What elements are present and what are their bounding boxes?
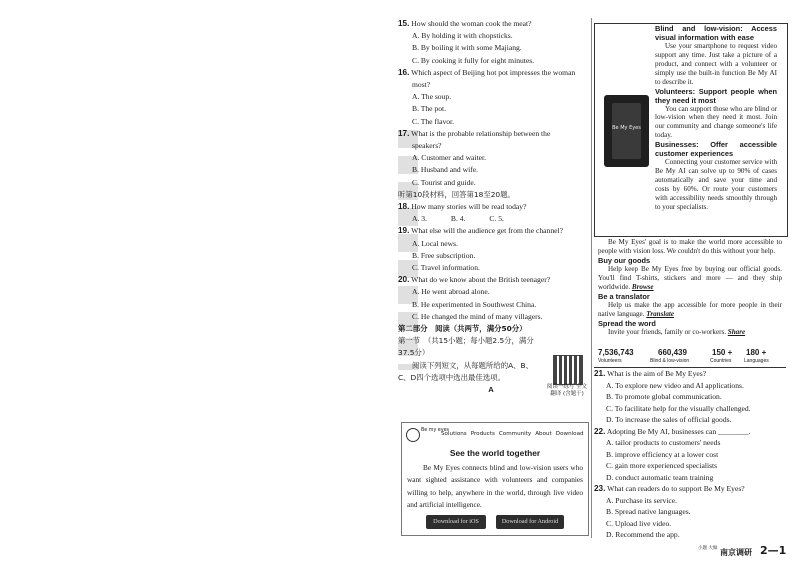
browse-link[interactable]: Browse bbox=[631, 283, 654, 291]
para-businesses: Connecting your customer service with Be My AI can solve up to 90% of cases automatically and save your time and costs by 60%. Or route your customers with accessibility needs smoothly through to your specialists. bbox=[655, 158, 777, 211]
left-column: 15. How should the woman cook the meat? A. By holding it with chopsticks. B. By boiling it with some Majiang. C. By cooking it fully for eight minutes. 16. Which aspect of Beijing hot pot impresses the woman most? A. The soup. B. The pot. C. The flavor. 17. What is the probable relationship between the speakers? A. Customer and waiter. B. Husband and wife. C. Tourist and guide. 听第10段材料，回答第18至20题。 18. How many stories will be read today? A. 3. B. 4. C. 5. 19. What else will the audience get from the channel? A. Local news. B. Free subscription. C. Travel information. 20. What do we know about the British teenager? A. He went abroad alone. B. He experimented in Southwest China. C. He changed the mind of many villagers. 第二部分 阅读（共两节，满分50分） 第一节 （共15小题；每小题2.5分，满分37.5分） 阅读下列短文，从每题所给的A、B、 C、D四个选项中选出最佳选项。 A bbox=[398, 18, 588, 396]
option: C. gain more experienced specialists bbox=[606, 461, 718, 470]
question-15: 15. How should the woman cook the meat? bbox=[398, 19, 532, 28]
eye-logo-icon bbox=[406, 428, 420, 442]
nav-products[interactable]: Products bbox=[470, 431, 495, 437]
instruction-18-20: 听第10段材料，回答第18至20题。 bbox=[398, 189, 515, 199]
question-17: 17. What is the probable relationship between the bbox=[398, 128, 551, 138]
option: D. To increase the sales of official goods. bbox=[606, 415, 732, 424]
section1-instruction-2: C、D四个选项中选出最佳选项。 bbox=[398, 372, 505, 382]
footer-brand: 南京调研 bbox=[720, 548, 752, 557]
heading-translator: Be a translator bbox=[598, 292, 650, 301]
site-body: Be My Eyes connects blind and low-vision users who want sighted assistance with volunteers and companies willing to help, anywhere in the world, through live video and artificial intelligence. bbox=[407, 463, 583, 510]
option: A. He went abroad alone. bbox=[412, 287, 490, 297]
phone-image bbox=[604, 95, 649, 167]
qr-code[interactable] bbox=[553, 355, 583, 385]
option: C. Tourist and guide. bbox=[412, 177, 476, 187]
question-20: 20. What do we know about the British teenager? bbox=[398, 275, 551, 285]
support-section: Be My Eyes' goal is to make the world more accessible to people with vision loss. We couldn't do this without your help. Buy our goods Help keep Be My Eyes free by buying our official goods. You'll find T-shirts, stickers and more — and they ship worldwide. Browse Be a translator Help us make the app accessible for more people in their native language. Translate Spread the word Invite your friends, family or co-workers. Share bbox=[598, 238, 782, 336]
options-inline: A. 3. B. 4. C. 5. bbox=[412, 214, 504, 224]
option: B. Spread native languages. bbox=[606, 507, 691, 516]
heading-volunteers: Volunteers: Support people when they need it most bbox=[655, 86, 777, 105]
option: A. To explore new video and AI applications. bbox=[606, 380, 744, 390]
option: A. The soup. bbox=[412, 92, 452, 102]
option: B. improve efficiency at a lower cost bbox=[606, 449, 719, 459]
website-screenshot bbox=[401, 422, 589, 536]
heading-buy: Buy our goods bbox=[598, 256, 651, 265]
option: D. Recommend the app. bbox=[606, 530, 680, 539]
para-blind: Use your smartphone to request video support any time. Just take a picture of a product, and connect with a volunteer or simply use the built-in function Be My AI to describe it. bbox=[655, 42, 777, 86]
qr-caption: 阅读一练写 全文翻译 (含题干) bbox=[546, 384, 588, 397]
question-16: 16. Which aspect of Beijing hot pot impresses the woman bbox=[398, 67, 576, 77]
stat-countries: 150 + bbox=[712, 348, 733, 357]
option: B. To promote global communication. bbox=[606, 392, 722, 401]
stats-row: 7,536,743 Volunteers 660,439 Blind & low-vision 150 + Countries 180 + Languages bbox=[598, 348, 769, 364]
stat-languages: 180 + bbox=[746, 348, 767, 357]
option: B. He experimented in Southwest China. bbox=[412, 299, 537, 309]
para-volunteers: You can support those who are blind or low-vision when they need it most. Join our community and change someone's life today. bbox=[655, 104, 777, 140]
option: C. Upload live video. bbox=[606, 518, 672, 528]
heading-spread: Spread the word bbox=[598, 319, 656, 328]
option: B. By boiling it with some Majiang. bbox=[412, 43, 522, 53]
question-23: 23. What can readers do to support Be My Eyes? bbox=[594, 484, 745, 493]
heading-blind: Blind and low-vision: Access visual information with ease bbox=[655, 24, 777, 42]
option: B. Husband and wife. bbox=[412, 165, 479, 175]
intro: Be My Eyes' goal is to make the world more accessible to people with vision loss. We couldn't do this without your help. bbox=[598, 238, 782, 255]
page-number: 2—1 bbox=[760, 544, 787, 557]
option: D. conduct automatic team training bbox=[606, 472, 714, 482]
option: C. He changed the mind of many villagers. bbox=[412, 311, 543, 321]
question-18: 18. How many stories will be read today? bbox=[398, 202, 527, 212]
logo-text: Be my eyes bbox=[421, 428, 450, 433]
option: C. Travel information. bbox=[412, 263, 480, 273]
column-divider bbox=[591, 18, 592, 538]
download-android-button[interactable]: Download for Android bbox=[496, 515, 564, 529]
question-21: 21. What is the aim of Be My Eyes? bbox=[594, 369, 707, 378]
nav-community[interactable]: Community bbox=[498, 431, 532, 437]
brand-icon: 小题 大做 bbox=[698, 546, 718, 551]
option: A. By holding it with chopsticks. bbox=[412, 31, 513, 41]
site-nav bbox=[406, 428, 584, 442]
question-19: 19. What else will the audience get from the channel? bbox=[398, 226, 563, 236]
option: C. The flavor. bbox=[412, 116, 455, 126]
question-22: 22. Adopting Be My AI, businesses can ________. bbox=[594, 426, 751, 436]
option: C. By cooking it fully for eight minutes. bbox=[412, 55, 535, 65]
option: A. tailor products to customers' needs bbox=[606, 438, 721, 447]
option: A. Local news. bbox=[412, 238, 458, 248]
site-title: See the world together bbox=[449, 448, 541, 458]
option: A. Purchase its service. bbox=[606, 495, 678, 505]
section1-instruction: 阅读下列短文，从每题所给的A、B、 bbox=[412, 360, 533, 370]
option: B. The pot. bbox=[412, 104, 447, 114]
nav-download[interactable]: Download bbox=[555, 431, 584, 437]
translate-link[interactable]: Translate bbox=[646, 310, 674, 318]
share-link[interactable]: Share bbox=[727, 328, 746, 336]
passage-label: A bbox=[488, 385, 494, 395]
section1-title: 第一节 （共15小题；每小题2.5分，满分37.5分） bbox=[398, 336, 534, 358]
heading-businesses: Businesses: Offer accessible customer experiences bbox=[655, 140, 777, 159]
part2-title: 第二部分 阅读（共两节，满分50分） bbox=[398, 324, 527, 334]
feature-text bbox=[655, 24, 777, 212]
download-ios-button[interactable]: Download for iOS bbox=[426, 515, 486, 529]
nav-about[interactable]: About bbox=[535, 431, 552, 437]
nav-items bbox=[441, 431, 588, 437]
stat-blind: 660,439 bbox=[658, 348, 687, 357]
option: C. To facilitate help for the visually challenged. bbox=[606, 403, 751, 413]
phone-text: Be My Eyes bbox=[612, 125, 641, 131]
stat-volunteers: 7,536,743 bbox=[598, 348, 634, 357]
nav-solutions[interactable]: Solutions bbox=[441, 431, 467, 437]
option: B. Free subscription. bbox=[412, 250, 476, 260]
option: A. Customer and waiter. bbox=[412, 153, 487, 163]
right-questions bbox=[594, 368, 786, 541]
